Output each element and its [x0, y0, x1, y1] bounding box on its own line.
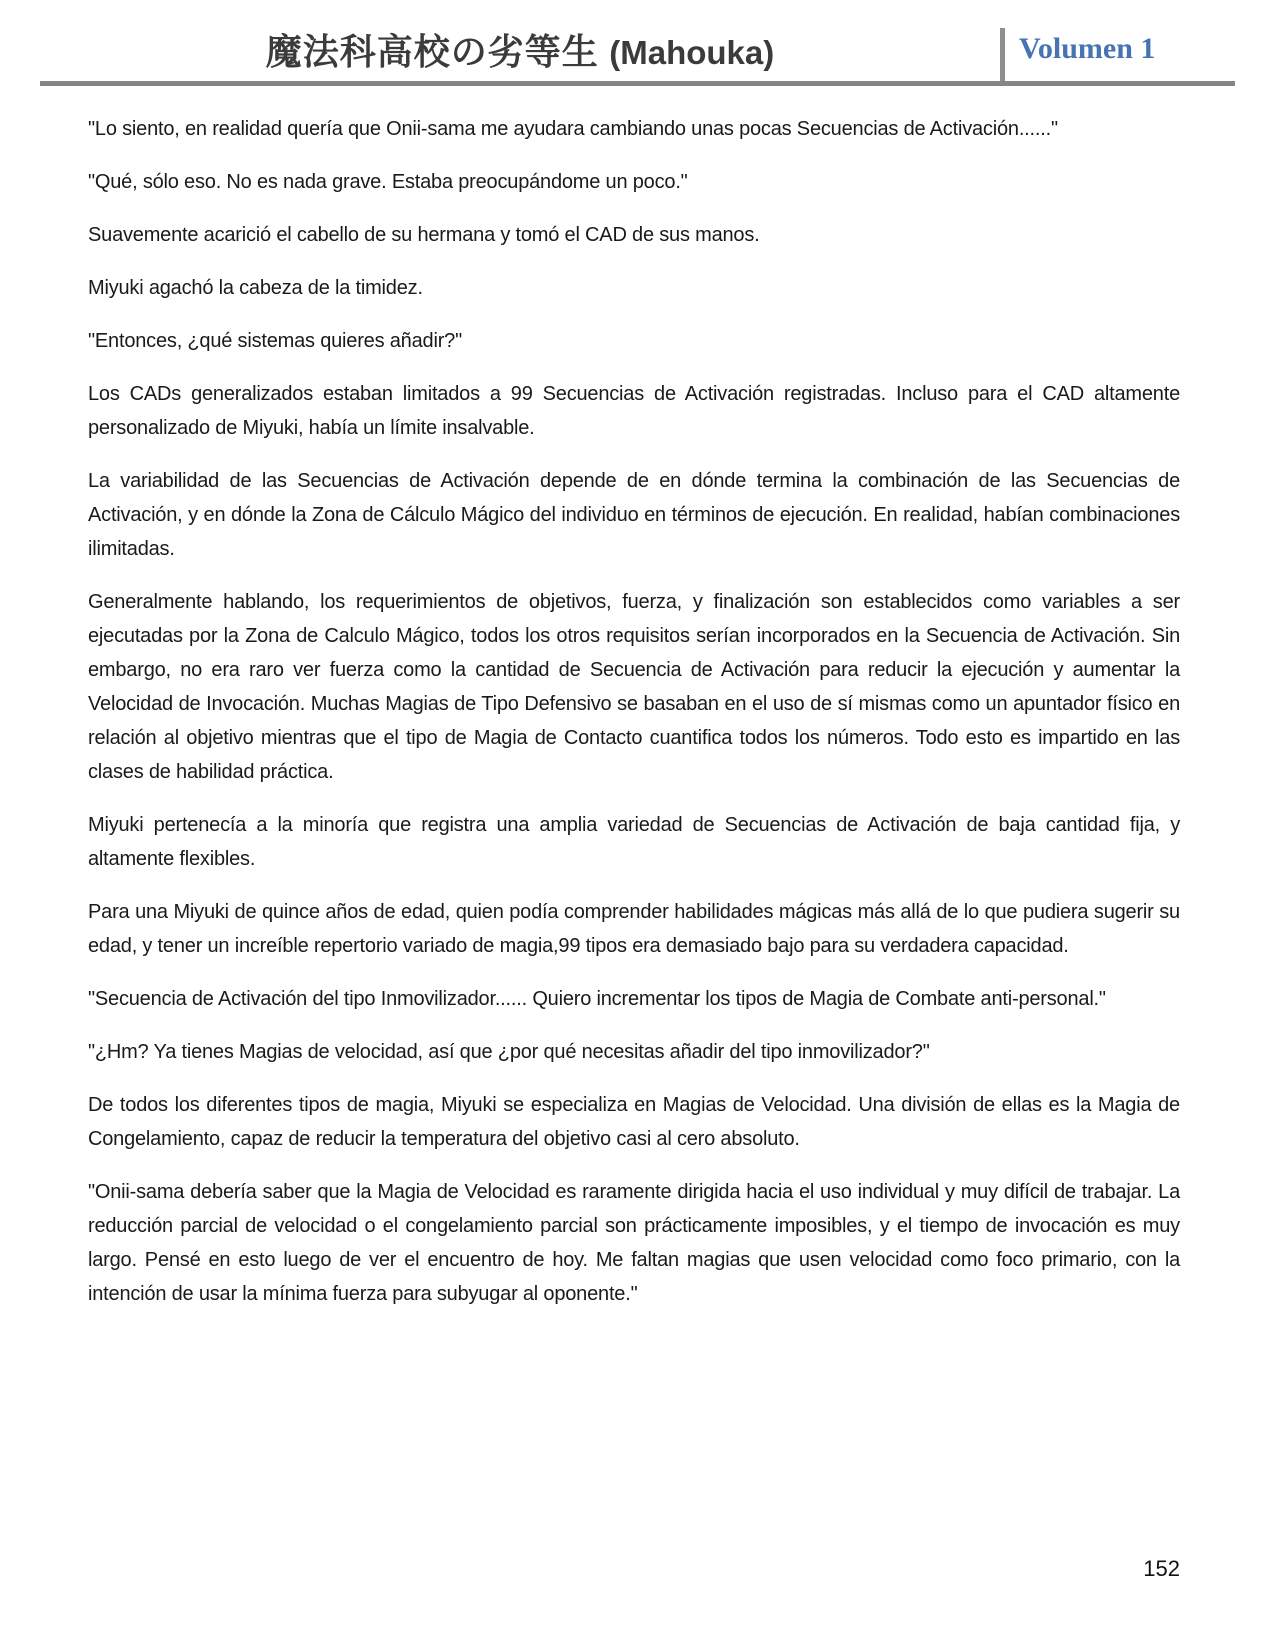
- book-title: [40, 24, 1000, 81]
- paragraph: Generalmente hablando, los requerimientos de objetivos, fuerza, y finalización son establecidos como variables a ser ejecutadas por la Zona de Calculo Mágico, todos los otros requisitos serían incorporados en la Secuencia de Activación. Sin embargo, no era raro ver fuerza como la cantidad de Secuencia de Activación para reducir la ejecución y aumentar la Velocidad de Invocación. Muchas Magias de Tipo Defensivo se basaban en el uso de sí mismas como un apuntador físico en relación al objetivo mientras que el tipo de Magia de Contacto cuantifica todos los números. Todo esto es impartido en las clases de habilidad práctica.: [88, 591, 1180, 783]
- paragraph: Miyuki pertenecía a la minoría que registra una amplia variedad de Secuencias de Activación de baja cantidad fija, y altamente flexibles.: [88, 814, 1180, 870]
- paragraph: "Qué, sólo eso. No es nada grave. Estaba preocupándome un poco.": [88, 171, 688, 193]
- paragraph: Miyuki agachó la cabeza de la timidez.: [88, 277, 423, 299]
- book-title-romaji: (Mahouka): [609, 34, 775, 71]
- page-header: [40, 0, 1235, 86]
- paragraph: "Onii-sama debería saber que la Magia de Velocidad es raramente dirigida hacia el uso individual y muy difícil de trabajar. La reducción parcial de velocidad o el congelamiento parcial son prácticamente imposibles, y el tiempo de invocación es muy largo. Pensé en esto luego de ver el encuentro de hoy. Me faltan magias que usen velocidad como foco primario, con la intención de usar la mínima fuerza para subyugar al oponente.": [88, 1181, 1180, 1305]
- paragraph: De todos los diferentes tipos de magia, Miyuki se especializa en Magias de Velocidad. Una división de ellas es la Magia de Congelamiento, capaz de reducir la temperatura del objetivo casi al cero absoluto.: [88, 1094, 1180, 1150]
- paragraph: Suavemente acarició el cabello de su hermana y tomó el CAD de sus manos.: [88, 224, 760, 246]
- paragraph: "Entonces, ¿qué sistemas quieres añadir?": [88, 330, 462, 352]
- paragraph: Los CADs generalizados estaban limitados a 99 Secuencias de Activación registradas. Incluso para el CAD altamente personalizado de Miyuki, había un límite insalvable.: [88, 383, 1180, 439]
- book-title-japanese: 魔法科高校の劣等生: [265, 31, 599, 73]
- page-number: 152: [1143, 1556, 1180, 1581]
- paragraph: La variabilidad de las Secuencias de Activación depende de en dónde termina la combinación de las Secuencias de Activación, y en dónde la Zona de Cálculo Mágico del individuo en términos de ejecución. En realidad, habían combinaciones ilimitadas.: [88, 470, 1180, 560]
- volume-section: [1005, 24, 1235, 81]
- paragraph: Para una Miyuki de quince años de edad, quien podía comprender habilidades mágicas más allá de lo que pudiera sugerir su edad, y tener un increíble repertorio variado de magia,99 tipos era demasiado bajo para su verdadera capacidad.: [88, 901, 1180, 957]
- paragraph: "¿Hm? Ya tienes Magias de velocidad, así que ¿por qué necesitas añadir del tipo inmovilizador?": [88, 1041, 930, 1063]
- volume-label: Volumen 1: [1019, 32, 1156, 65]
- page-body: [0, 86, 1275, 1311]
- page-footer: [1143, 1556, 1180, 1582]
- paragraph: "Secuencia de Activación del tipo Inmovilizador...... Quiero incrementar los tipos de Magia de Combate anti-personal.": [88, 988, 1106, 1010]
- paragraph: "Lo siento, en realidad quería que Onii-sama me ayudara cambiando unas pocas Secuencias de Activación......": [88, 118, 1058, 140]
